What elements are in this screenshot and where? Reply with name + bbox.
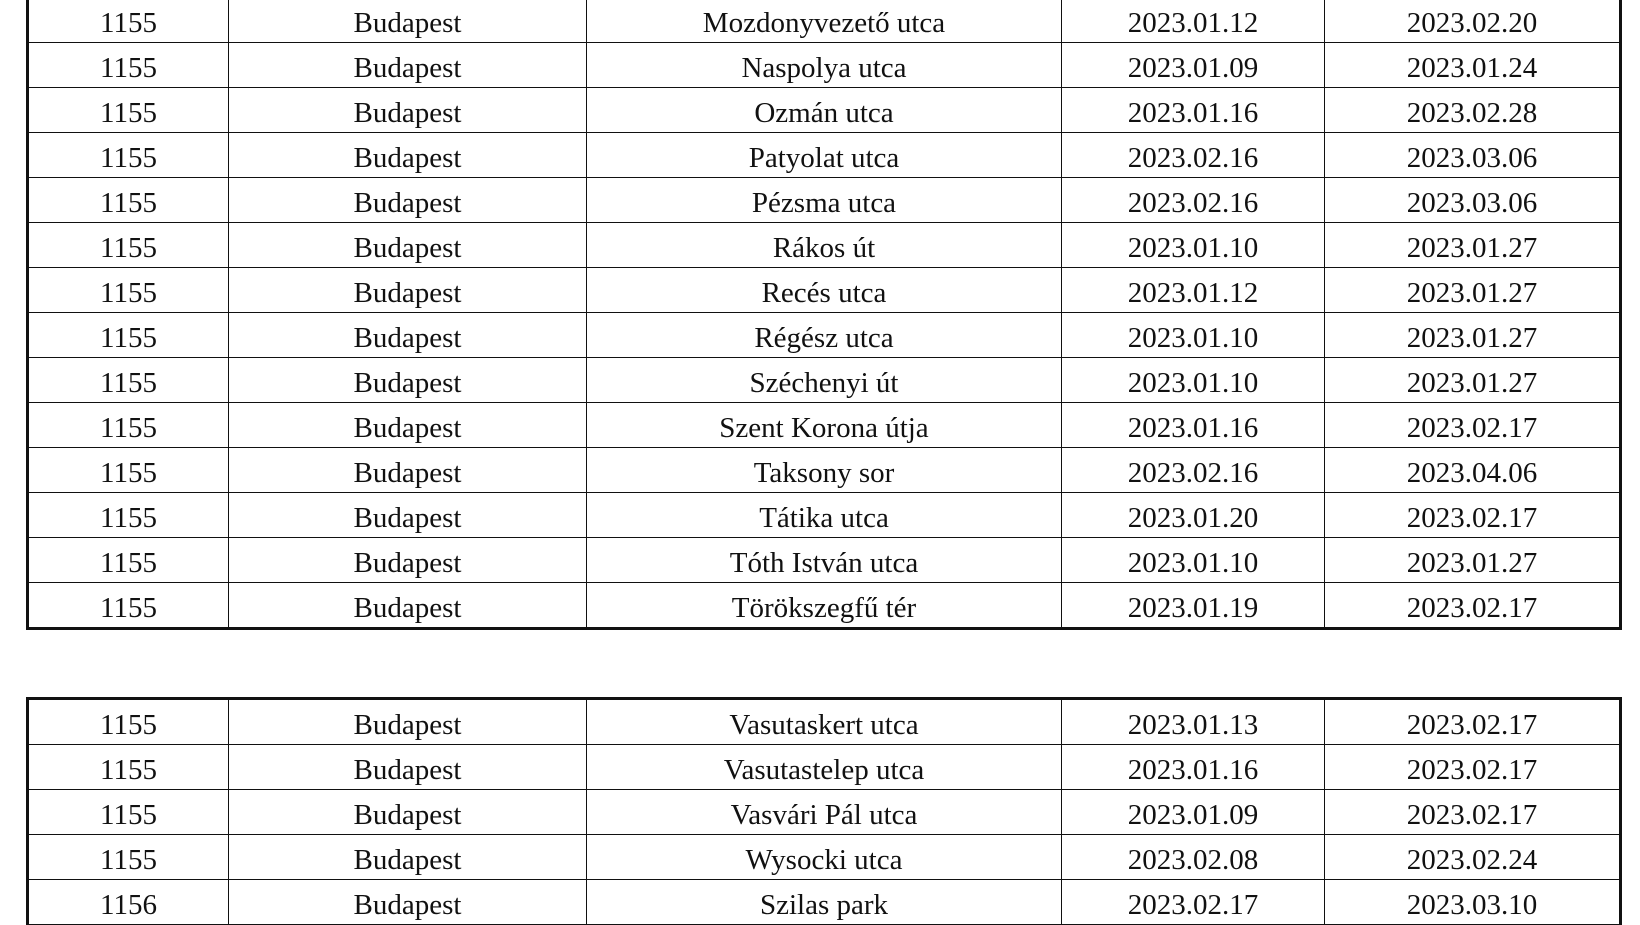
table-row <box>28 223 1621 268</box>
city-cell: Budapest <box>229 493 587 538</box>
zip-code-cell: 1155 <box>28 583 229 629</box>
table-row <box>28 538 1621 583</box>
street-name-cell: Mozdonyvezető utca <box>587 0 1062 43</box>
start-date-cell: 2023.02.08 <box>1062 835 1325 880</box>
start-date-cell: 2023.01.12 <box>1062 268 1325 313</box>
zip-code-cell: 1155 <box>28 745 229 790</box>
city-cell: Budapest <box>229 88 587 133</box>
zip-code-cell: 1155 <box>28 493 229 538</box>
street-name-cell: Szent Korona útja <box>587 403 1062 448</box>
address-table-1 <box>26 0 1622 630</box>
end-date-cell: 2023.02.17 <box>1325 699 1621 745</box>
zip-code-cell: 1155 <box>28 223 229 268</box>
city-cell: Budapest <box>229 133 587 178</box>
zip-code-cell: 1155 <box>28 790 229 835</box>
start-date-cell: 2023.01.16 <box>1062 403 1325 448</box>
start-date-cell: 2023.01.12 <box>1062 0 1325 43</box>
table-row <box>28 178 1621 223</box>
zip-code-cell: 1155 <box>28 313 229 358</box>
table-row <box>28 745 1621 790</box>
end-date-cell: 2023.02.28 <box>1325 88 1621 133</box>
table-row <box>28 583 1621 629</box>
table-row <box>28 403 1621 448</box>
street-name-cell: Tátika utca <box>587 493 1062 538</box>
start-date-cell: 2023.01.10 <box>1062 538 1325 583</box>
table-row <box>28 448 1621 493</box>
table-row <box>28 880 1621 925</box>
end-date-cell: 2023.02.17 <box>1325 493 1621 538</box>
zip-code-cell: 1155 <box>28 699 229 745</box>
city-cell: Budapest <box>229 745 587 790</box>
table-row <box>28 835 1621 880</box>
address-table-body <box>28 699 1621 925</box>
table-row <box>28 88 1621 133</box>
zip-code-cell: 1155 <box>28 88 229 133</box>
table-row <box>28 699 1621 745</box>
start-date-cell: 2023.01.16 <box>1062 88 1325 133</box>
end-date-cell: 2023.02.20 <box>1325 0 1621 43</box>
table-row <box>28 0 1621 43</box>
street-name-cell: Törökszegfű tér <box>587 583 1062 629</box>
start-date-cell: 2023.02.17 <box>1062 880 1325 925</box>
start-date-cell: 2023.01.10 <box>1062 358 1325 403</box>
start-date-cell: 2023.02.16 <box>1062 448 1325 493</box>
end-date-cell: 2023.04.06 <box>1325 448 1621 493</box>
city-cell: Budapest <box>229 880 587 925</box>
end-date-cell: 2023.01.27 <box>1325 358 1621 403</box>
start-date-cell: 2023.01.10 <box>1062 223 1325 268</box>
street-name-cell: Patyolat utca <box>587 133 1062 178</box>
street-name-cell: Vasutastelep utca <box>587 745 1062 790</box>
address-table-2 <box>26 697 1622 925</box>
start-date-cell: 2023.01.20 <box>1062 493 1325 538</box>
street-name-cell: Szilas park <box>587 880 1062 925</box>
zip-code-cell: 1156 <box>28 880 229 925</box>
zip-code-cell: 1155 <box>28 358 229 403</box>
start-date-cell: 2023.02.16 <box>1062 133 1325 178</box>
start-date-cell: 2023.01.09 <box>1062 790 1325 835</box>
end-date-cell: 2023.03.06 <box>1325 178 1621 223</box>
street-name-cell: Ozmán utca <box>587 88 1062 133</box>
table-row <box>28 493 1621 538</box>
street-name-cell: Recés utca <box>587 268 1062 313</box>
zip-code-cell: 1155 <box>28 448 229 493</box>
city-cell: Budapest <box>229 835 587 880</box>
end-date-cell: 2023.03.06 <box>1325 133 1621 178</box>
start-date-cell: 2023.02.16 <box>1062 178 1325 223</box>
street-name-cell: Régész utca <box>587 313 1062 358</box>
city-cell: Budapest <box>229 0 587 43</box>
end-date-cell: 2023.02.17 <box>1325 403 1621 448</box>
start-date-cell: 2023.01.19 <box>1062 583 1325 629</box>
end-date-cell: 2023.02.24 <box>1325 835 1621 880</box>
table-row <box>28 133 1621 178</box>
zip-code-cell: 1155 <box>28 835 229 880</box>
zip-code-cell: 1155 <box>28 403 229 448</box>
zip-code-cell: 1155 <box>28 0 229 43</box>
street-name-cell: Pézsma utca <box>587 178 1062 223</box>
end-date-cell: 2023.01.27 <box>1325 538 1621 583</box>
zip-code-cell: 1155 <box>28 538 229 583</box>
city-cell: Budapest <box>229 358 587 403</box>
city-cell: Budapest <box>229 43 587 88</box>
street-name-cell: Széchenyi út <box>587 358 1062 403</box>
street-name-cell: Tóth István utca <box>587 538 1062 583</box>
zip-code-cell: 1155 <box>28 268 229 313</box>
street-name-cell: Vasvári Pál utca <box>587 790 1062 835</box>
address-table-body <box>28 0 1621 629</box>
city-cell: Budapest <box>229 538 587 583</box>
table-row <box>28 43 1621 88</box>
table-row <box>28 358 1621 403</box>
end-date-cell: 2023.02.17 <box>1325 790 1621 835</box>
start-date-cell: 2023.01.13 <box>1062 699 1325 745</box>
end-date-cell: 2023.03.10 <box>1325 880 1621 925</box>
city-cell: Budapest <box>229 313 587 358</box>
end-date-cell: 2023.01.27 <box>1325 313 1621 358</box>
city-cell: Budapest <box>229 403 587 448</box>
street-name-cell: Wysocki utca <box>587 835 1062 880</box>
zip-code-cell: 1155 <box>28 178 229 223</box>
zip-code-cell: 1155 <box>28 133 229 178</box>
end-date-cell: 2023.02.17 <box>1325 583 1621 629</box>
start-date-cell: 2023.01.09 <box>1062 43 1325 88</box>
city-cell: Budapest <box>229 790 587 835</box>
end-date-cell: 2023.01.24 <box>1325 43 1621 88</box>
city-cell: Budapest <box>229 223 587 268</box>
end-date-cell: 2023.02.17 <box>1325 745 1621 790</box>
city-cell: Budapest <box>229 268 587 313</box>
start-date-cell: 2023.01.10 <box>1062 313 1325 358</box>
end-date-cell: 2023.01.27 <box>1325 268 1621 313</box>
city-cell: Budapest <box>229 448 587 493</box>
city-cell: Budapest <box>229 583 587 629</box>
zip-code-cell: 1155 <box>28 43 229 88</box>
end-date-cell: 2023.01.27 <box>1325 223 1621 268</box>
city-cell: Budapest <box>229 699 587 745</box>
table-row <box>28 313 1621 358</box>
table-row <box>28 790 1621 835</box>
street-name-cell: Taksony sor <box>587 448 1062 493</box>
city-cell: Budapest <box>229 178 587 223</box>
table-row <box>28 268 1621 313</box>
street-name-cell: Vasutaskert utca <box>587 699 1062 745</box>
start-date-cell: 2023.01.16 <box>1062 745 1325 790</box>
street-name-cell: Naspolya utca <box>587 43 1062 88</box>
street-name-cell: Rákos út <box>587 223 1062 268</box>
